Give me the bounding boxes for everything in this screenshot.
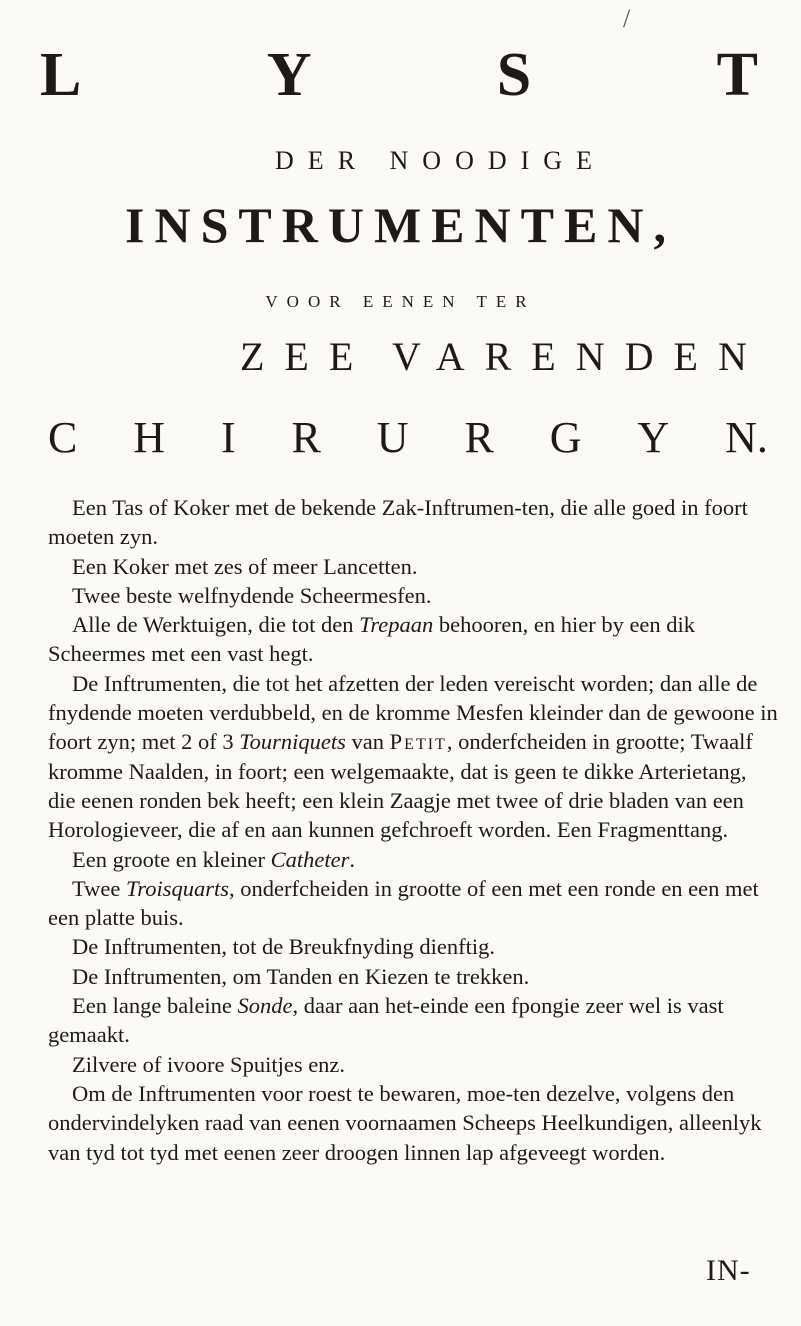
paragraph: De Inftrumenten, tot de Breukfnyding dienftig. [72,934,496,960]
paragraph: De Inftrumenten, om Tanden en Kiezen te trekken. [72,963,530,989]
chirurgyn-letter: R [464,413,494,462]
subtitle-varenden: VARENDEN [392,334,767,379]
italic-term: Catheter [270,846,350,872]
text-run: Twee [72,875,127,901]
instrument-list [48,493,778,1167]
page-title [40,40,760,111]
paragraph [48,991,778,1050]
subtitle-zee: ZEE [240,334,374,379]
text-run: Alle de Werktuigen, die tot den [72,612,360,638]
italic-term: Tourniquets [239,729,346,755]
title-letter: L [40,41,84,109]
text-run: , onderfcheiden in grootte of een met een ronde en een met een platte buis. [48,875,759,931]
paragraph: Een Koker met zes of meer Lancetten. [72,553,418,579]
text-run: behooren, en hier by een dik Scheermes met een vast hegt. [48,612,696,667]
catchword: IN- [706,1254,751,1287]
text-run: , daar aan het-einde een fpongie zeer wel is vast gemaakt. [48,993,724,1048]
paragraph [48,669,778,845]
paragraph: Zilvere of ivoore Spuitjes enz. [72,1051,346,1077]
chirurgyn-letter: H [133,413,166,462]
chirurgyn-letter: U [376,413,409,462]
paragraph [48,845,778,874]
paragraph: Een Tas of Koker met de bekende Zak-Inftrumen-ten, die alle goed in foort moeten zyn. [48,495,748,550]
subtitle-der-noodige: DER NOODIGE [275,146,606,175]
paragraph [48,610,778,669]
text-run: . [349,846,356,872]
chirurgyn-letter: I [220,413,236,462]
italic-term: Sonde [237,993,293,1019]
chirurgyn-letter: R [291,413,321,462]
chirurgyn-letter: Y [637,413,670,462]
paragraph [48,874,778,933]
title-letter: S [496,41,534,109]
italic-term: Troisquarts [126,875,229,901]
chirurgyn-letter: C [48,413,78,462]
paragraph: Twee beste welfnydende Scheermesfen. [72,582,432,608]
page-mark: / [623,4,631,33]
text-run: van [345,729,390,755]
italic-term: Trepaan [359,612,434,638]
title-letter: Y [266,41,314,109]
text-run: Een lange baleine [72,993,238,1019]
paragraph: Om de Inftrumenten voor roest te bewaren, moe-ten dezelve, volgens den ondervindelyken raad van eenen voornaamen Scheeps Heelkundigen, alleenlyk van tyd tot tyd met eenen zeer droogen linnen lap afgeveegt worden. [48,1080,762,1165]
subtitle-voor-eenen-ter: VOOR EENEN TER [265,292,536,311]
chirurgyn-letter: N. [725,413,768,462]
text-run: , onderfcheiden in grootte; Twaalf kromme Naalden, in foort; een welgemaakte, dat is geen te dikke Arterietang, die eenen ronden bek heeft; een klein Zaagje met twee of drie bladen van een Horologieveer, die af en aan kunnen gefchroeft worden. Een Fragmenttang. [48,729,753,843]
text-run: Een groote en kleiner [72,846,271,872]
subtitle-chirurgyn [48,412,768,463]
subtitle-instrumenten: INSTRUMENTEN, [125,197,676,253]
author-name: Petit [389,729,447,755]
chirurgyn-letter: G [549,413,582,462]
text-run: De Inftrumenten, die tot het afzetten der leden vereischt worden; dan alle de fnydende moeten verdubbeld, en de kromme Mesfen kleinder dan de gewoone in foort zyn; met 2 of 3 [48,670,778,755]
title-letter: T [716,41,760,109]
